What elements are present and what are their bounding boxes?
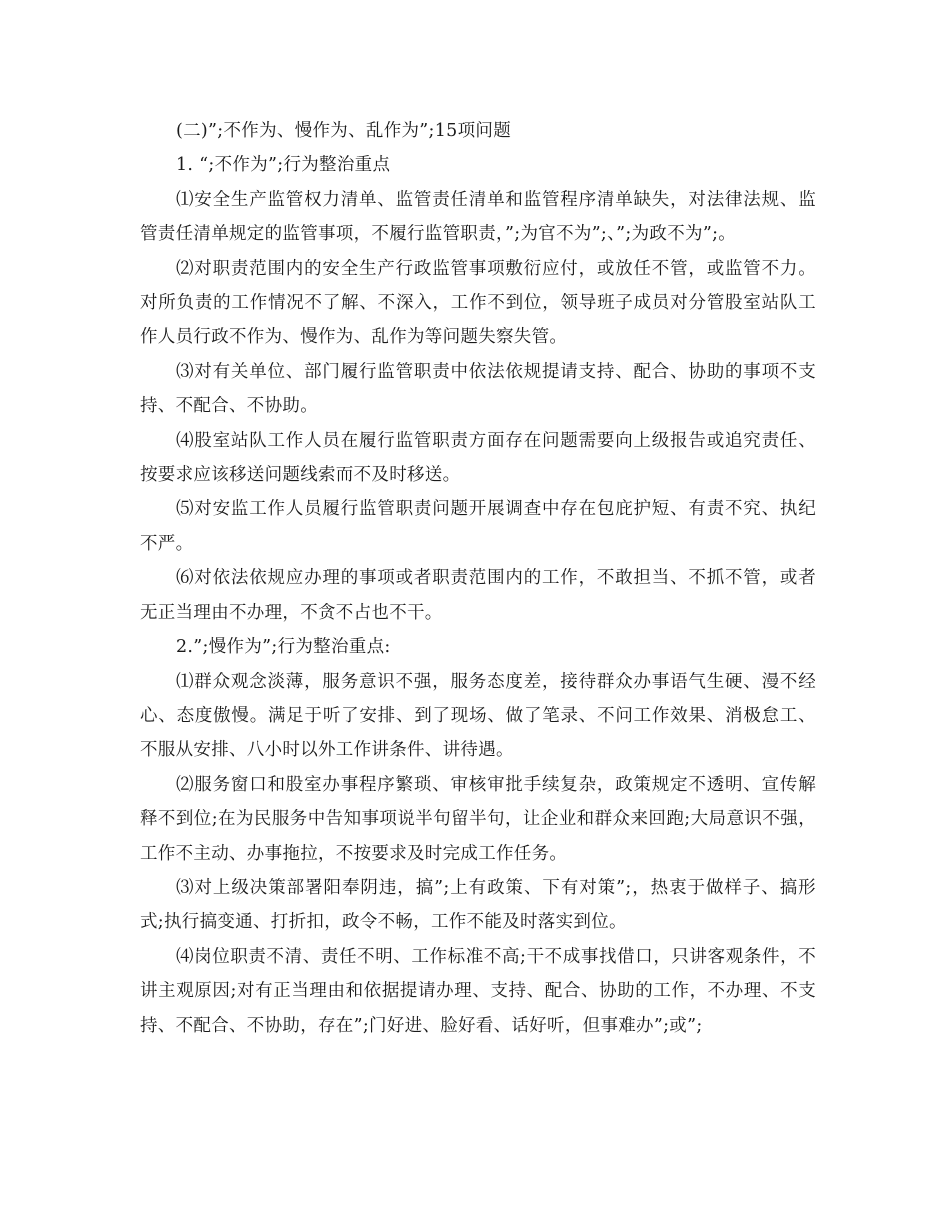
- paragraph: ⑵对职责范围内的安全生产行政监管事项敷衍应付，或放任不管，或监管不力。对所负责的工作情况不了解、不深入，工作不到位，领导班子成员对分管股室站队工作人员行政不作为、慢作为、乱作为等问题失察失管。: [140, 258, 816, 348]
- subsection-heading: 1. “;不作为”;行为整治重点: [176, 155, 391, 176]
- subsection-heading: 2.”;慢作为”;行为整治重点:: [176, 637, 391, 658]
- paragraph: ⑹对依法依规应办理的事项或者职责范围内的工作，不敢担当、不抓不管，或者无正当理由不办理，不贪不占也不干。: [140, 568, 816, 623]
- document-body: [140, 114, 816, 1043]
- paragraph: ⑴安全生产监管权力清单、监管责任清单和监管程序清单缺失，对法律法规、监管责任清单规定的监管事项，不履行监管职责，”;为官不为”;、”;为政不为”;。: [140, 189, 816, 245]
- paragraph: ⑷岗位职责不清、责任不明、工作标准不高;干不成事找借口，只讲客观条件，不讲主观原因;对有正当理由和依据提请办理、支持、配合、协助的工作，不办理、不支持、不配合、不协助，存在”;门好进、脸好看、话好听，但事难办”;或”;: [140, 946, 816, 1036]
- paragraph: ⑶对上级决策部署阳奉阴违，搞”;上有政策、下有对策”;，热衷于做样子、搞形式;执行搞变通、打折扣，政令不畅，工作不能及时落实到位。: [140, 877, 816, 933]
- section-heading: (二)”;不作为、慢作为、乱作为”;15项问题: [176, 121, 512, 141]
- paragraph: ⑷股室站队工作人员在履行监管职责方面存在问题需要向上级报告或追究责任、按要求应该移送问题线索而不及时移送。: [140, 430, 816, 486]
- paragraph: ⑶对有关单位、部门履行监管职责中依法依规提请支持、配合、协助的事项不支持、不配合、不协助。: [140, 361, 816, 417]
- paragraph: ⑸对安监工作人员履行监管职责问题开展调查中存在包庇护短、有责不究、执纪不严。: [140, 499, 816, 554]
- paragraph: ⑴群众观念淡薄，服务意识不强，服务态度差，接待群众办事语气生硬、漫不经心、态度傲慢。满足于听了安排、到了现场、做了笔录、不问工作效果、消极怠工、不服从安排、八小时以外工作讲条件、讲待遇。: [140, 671, 816, 761]
- paragraph: ⑵服务窗口和股室办事程序繁琐、审核审批手续复杂，政策规定不透明、宣传解释不到位;在为民服务中告知事项说半句留半句，让企业和群众来回跑;大局意识不强，工作不主动、办事拖拉，不按要求及时完成工作任务。: [140, 774, 816, 864]
